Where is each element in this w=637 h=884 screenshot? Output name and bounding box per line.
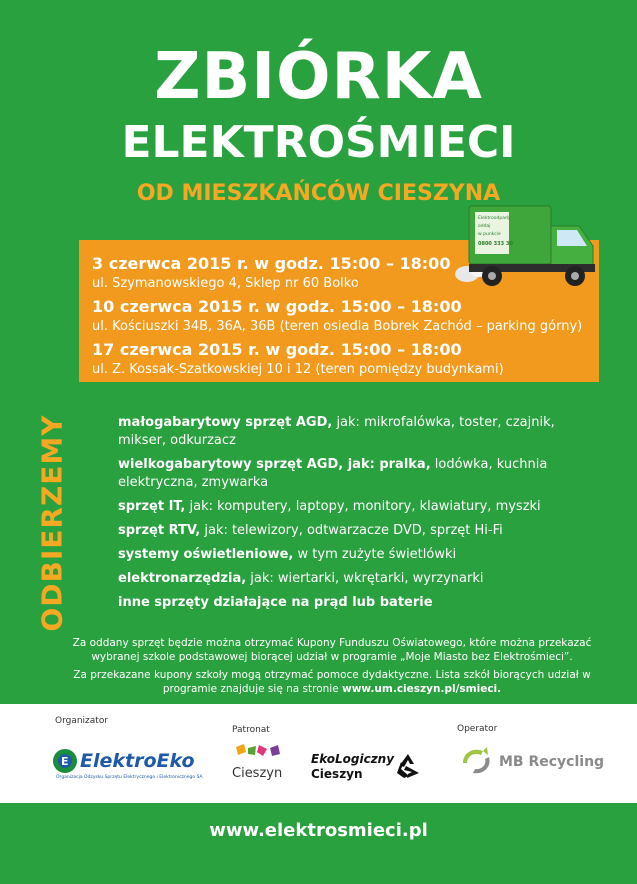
list-item xyxy=(118,414,598,450)
item-rest: jak: wiertarki, wkrętarki, wyrzynarki xyxy=(246,571,484,586)
collect-side-label-text: ODBIERZEMY xyxy=(35,414,69,632)
operator-label: Operator xyxy=(457,724,498,734)
schools-link[interactable]: www.um.cieszyn.pl/smieci. xyxy=(342,683,502,695)
truck-sign-line3: w punkcie xyxy=(478,232,501,237)
mb-recycling-icon xyxy=(459,745,495,781)
item-rest: jak: komputery, laptopy, monitory, klawiatury, myszki xyxy=(185,499,541,514)
organizer-label: Organizator xyxy=(55,716,109,726)
list-item xyxy=(118,570,598,588)
item-rest: jak: mikrofalówka, toster, czajnik, mikser, odkurzacz xyxy=(118,415,555,448)
elektroeko-logo xyxy=(52,748,78,778)
collect-list xyxy=(118,414,598,618)
list-item xyxy=(118,594,598,612)
recycling-truck-icon xyxy=(447,196,607,292)
operator-name: MB Recycling xyxy=(499,754,605,770)
list-item xyxy=(118,456,598,492)
patron-name: Cieszyn xyxy=(232,766,283,781)
truck-sign-line2: oddaj xyxy=(478,224,491,229)
ekologiczny-line2: Cieszyn xyxy=(311,767,363,781)
event-1-date: 3 czerwca 2015 r. w godz. 15:00 – 18:00 xyxy=(92,254,451,273)
footer-url-link[interactable]: www.elektrosmieci.pl xyxy=(209,820,428,841)
patron-label: Patronat xyxy=(232,725,270,735)
event-3-date: 17 czerwca 2015 r. w godz. 15:00 – 18:00 xyxy=(92,340,462,359)
info-paragraph-1: Za oddany sprzęt będzie można otrzymać Kupony Funduszu Oświatowego, które można przekazać wybranej szkole podstawowej biorącej udział w programie „Moje Miasto bez Elektrośmieci”. xyxy=(72,637,592,663)
list-item xyxy=(118,498,598,516)
svg-text:E: E xyxy=(61,755,69,768)
item-bold: systemy oświetleniowe, xyxy=(118,547,294,562)
collect-side-label xyxy=(30,414,74,632)
title-line2: ELEKTROŚMIECI xyxy=(121,117,516,168)
info-paragraph-2 xyxy=(62,668,602,696)
item-bold: sprzęt RTV, xyxy=(118,523,201,538)
elektroeko-icon xyxy=(52,748,78,774)
list-item xyxy=(118,546,598,564)
ekologiczny-line1: EkoLogiczny xyxy=(311,752,395,766)
event-3-address: ul. Z. Kossak-Szatkowskiej 10 i 12 (teren pomiędzy budynkami) xyxy=(92,362,504,377)
info-text xyxy=(62,636,602,700)
truck-sign-line1: Elektroodpady xyxy=(478,216,511,221)
event-2-date: 10 czerwca 2015 r. w godz. 15:00 – 18:00 xyxy=(92,297,462,316)
item-bold: sprzęt IT, xyxy=(118,499,186,514)
event-2-address: ul. Kościuszki 34B, 36A, 36B (teren osiedla Bobrek Zachód – parking górny) xyxy=(92,319,583,334)
item-bold: elektronarzędzia, xyxy=(118,571,247,586)
item-bold: małogabarytowy sprzęt AGD, xyxy=(118,415,333,430)
item-bold: inne sprzęty działające na prąd lub baterie xyxy=(118,595,433,610)
event-1-address: ul. Szymanowskiego 4, Sklep nr 60 Bolko xyxy=(92,276,359,291)
truck-sign-line4: 0800 333 30 xyxy=(478,241,513,247)
info-paragraph-2-text: Za przekazane kupony szkoły mogą otrzymać pomoce dydaktyczne. Lista szkół biorących udział w programie znajduje się na stronie xyxy=(73,669,591,695)
organizer-tagline: Organizacja Odzysku Sprzętu Elektrycznego i Elektronicznego SA xyxy=(56,775,203,780)
title-line1: ZBIÓRKA xyxy=(154,40,483,114)
item-rest: jak: telewizory, odtwarzacze DVD, sprzęt Hi-Fi xyxy=(200,523,503,538)
item-rest: lodówka, kuchnia elektryczna, zmywarka xyxy=(118,457,548,490)
recycle-icon xyxy=(393,751,423,785)
organizer-name: ElektroEko xyxy=(80,750,195,772)
subtitle: OD MIESZKAŃCÓW CIESZYNA xyxy=(136,181,501,206)
list-item xyxy=(118,522,598,540)
item-rest: w tym zużyte świetlówki xyxy=(293,547,457,562)
item-bold: wielkogabarytowy sprzęt AGD, jak: pralka, xyxy=(118,457,431,472)
footer-bar xyxy=(0,803,637,884)
